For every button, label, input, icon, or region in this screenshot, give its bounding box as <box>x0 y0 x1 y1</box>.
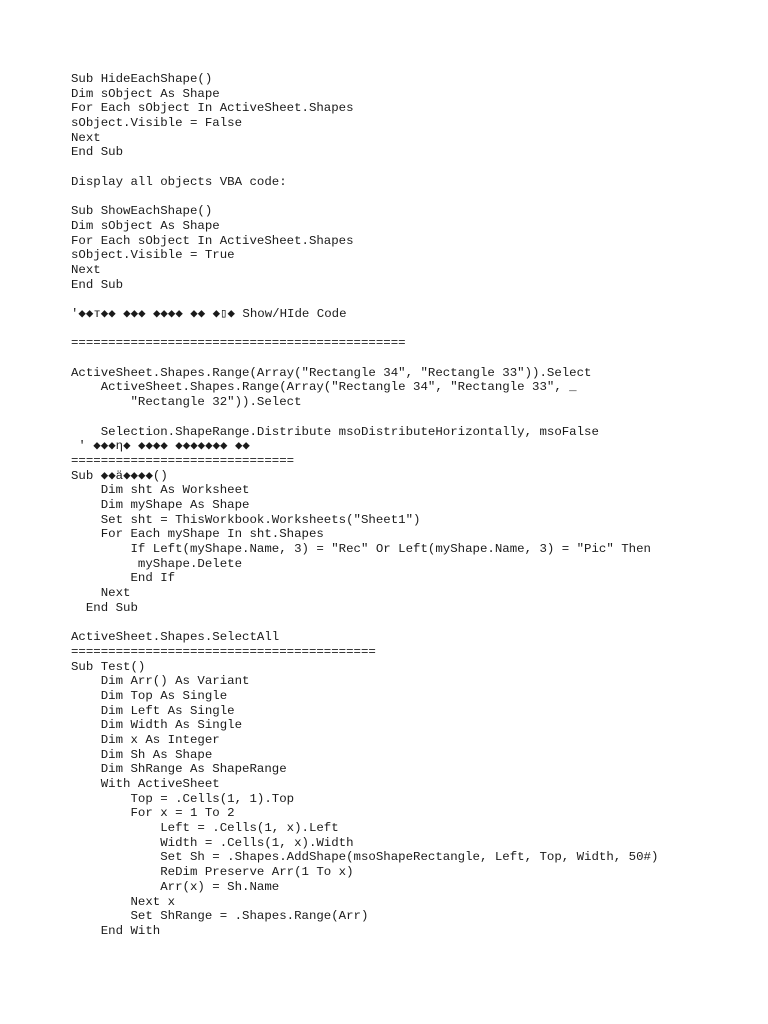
code-line: ActiveSheet.Shapes.Range(Array("Rectangle 34", "Rectangle 33", _ <box>71 380 577 395</box>
code-listing <box>71 72 751 939</box>
code-line: Dim Arr() As Variant <box>71 674 250 689</box>
code-line: End Sub <box>71 600 138 615</box>
code-line: ActiveSheet.Shapes.Range(Array("Rectangle 34", "Rectangle 33")).Select <box>71 365 592 380</box>
code-line: Dim myShape As Shape <box>71 497 250 512</box>
code-line: Sub ShowEachShape() <box>71 204 213 219</box>
code-line: Sub HideEachShape() <box>71 72 213 86</box>
code-line: Next x <box>71 894 176 909</box>
code-line: ========================================= <box>71 644 376 659</box>
code-line: Next <box>71 262 101 277</box>
code-line <box>71 322 751 337</box>
code-line: Set sht = ThisWorkbook.Worksheets("Sheet1") <box>71 512 421 527</box>
code-line: Dim sht As Worksheet <box>71 483 250 498</box>
code-line: Arr(x) = Sh.Name <box>71 879 280 894</box>
code-line: End Sub <box>71 277 124 292</box>
code-line: Sub Test() <box>71 659 146 674</box>
code-line: sObject.Visible = False <box>71 116 243 131</box>
code-line: Dim Top As Single <box>71 688 228 703</box>
code-line: ============================================= <box>71 336 406 351</box>
code-line: Selection.ShapeRange.Distribute msoDistributeHorizontally, msoFalse <box>71 424 599 439</box>
code-line: sObject.Visible = True <box>71 248 235 263</box>
code-line: For Each sObject In ActiveSheet.Shapes <box>71 101 354 116</box>
code-line: If Left(myShape.Name, 3) = "Rec" Or Left(myShape.Name, 3) = "Pic" Then <box>71 542 651 556</box>
code-line <box>71 615 751 630</box>
code-line: Dim sObject As Shape <box>71 218 220 233</box>
code-line <box>71 410 751 425</box>
code-line: End With <box>71 923 161 938</box>
code-line: Dim sObject As Shape <box>71 86 220 101</box>
code-line: Set Sh = .Shapes.AddShape(msoShapeRectangle, Left, Top, Width, 50#) <box>71 850 659 865</box>
code-line: For Each sObject In ActiveSheet.Shapes <box>71 233 354 248</box>
code-line: Dim Width As Single <box>71 718 243 733</box>
code-line: Next <box>71 586 131 601</box>
code-line: Width = .Cells(1, x).Width <box>71 835 354 850</box>
code-line: Display all objects VBA code: <box>71 174 287 189</box>
code-line: Left = .Cells(1, x).Left <box>71 821 339 836</box>
code-line <box>71 160 751 175</box>
code-line: End Sub <box>71 145 124 160</box>
code-line: Top = .Cells(1, 1).Top <box>71 791 295 806</box>
code-line: With ActiveSheet <box>71 777 220 791</box>
code-line: ============================== <box>71 453 295 468</box>
code-line: "Rectangle 32")).Select <box>71 395 302 410</box>
code-line: ' ◆◆◆η◆ ◆◆◆◆ ◆◆◆◆◆◆◆ ◆◆ <box>71 439 250 454</box>
code-line: Dim ShRange As ShapeRange <box>71 762 287 777</box>
code-line: ActiveSheet.Shapes.SelectAll <box>71 630 280 645</box>
code-line <box>71 190 751 205</box>
code-line: myShape.Delete <box>71 556 243 571</box>
code-line: End If <box>71 571 176 586</box>
code-line: For Each myShape In sht.Shapes <box>71 527 324 542</box>
code-line: '◆◆ᴛ◆◆ ◆◆◆ ◆◆◆◆ ◆◆ ◆▯◆ Show/HIde Code <box>71 307 347 321</box>
code-line: Dim Sh As Shape <box>71 747 213 762</box>
code-line: Dim Left As Single <box>71 703 235 718</box>
code-line <box>71 351 751 366</box>
code-line: For x = 1 To 2 <box>71 806 235 821</box>
code-line: Set ShRange = .Shapes.Range(Arr) <box>71 909 369 924</box>
code-line: Next <box>71 130 101 145</box>
code-line <box>71 292 751 307</box>
code-line: Dim x As Integer <box>71 732 220 747</box>
code-line: Sub ◆◆ä◆◆◆◆() <box>71 468 168 483</box>
code-line: ReDim Preserve Arr(1 To x) <box>71 865 354 880</box>
